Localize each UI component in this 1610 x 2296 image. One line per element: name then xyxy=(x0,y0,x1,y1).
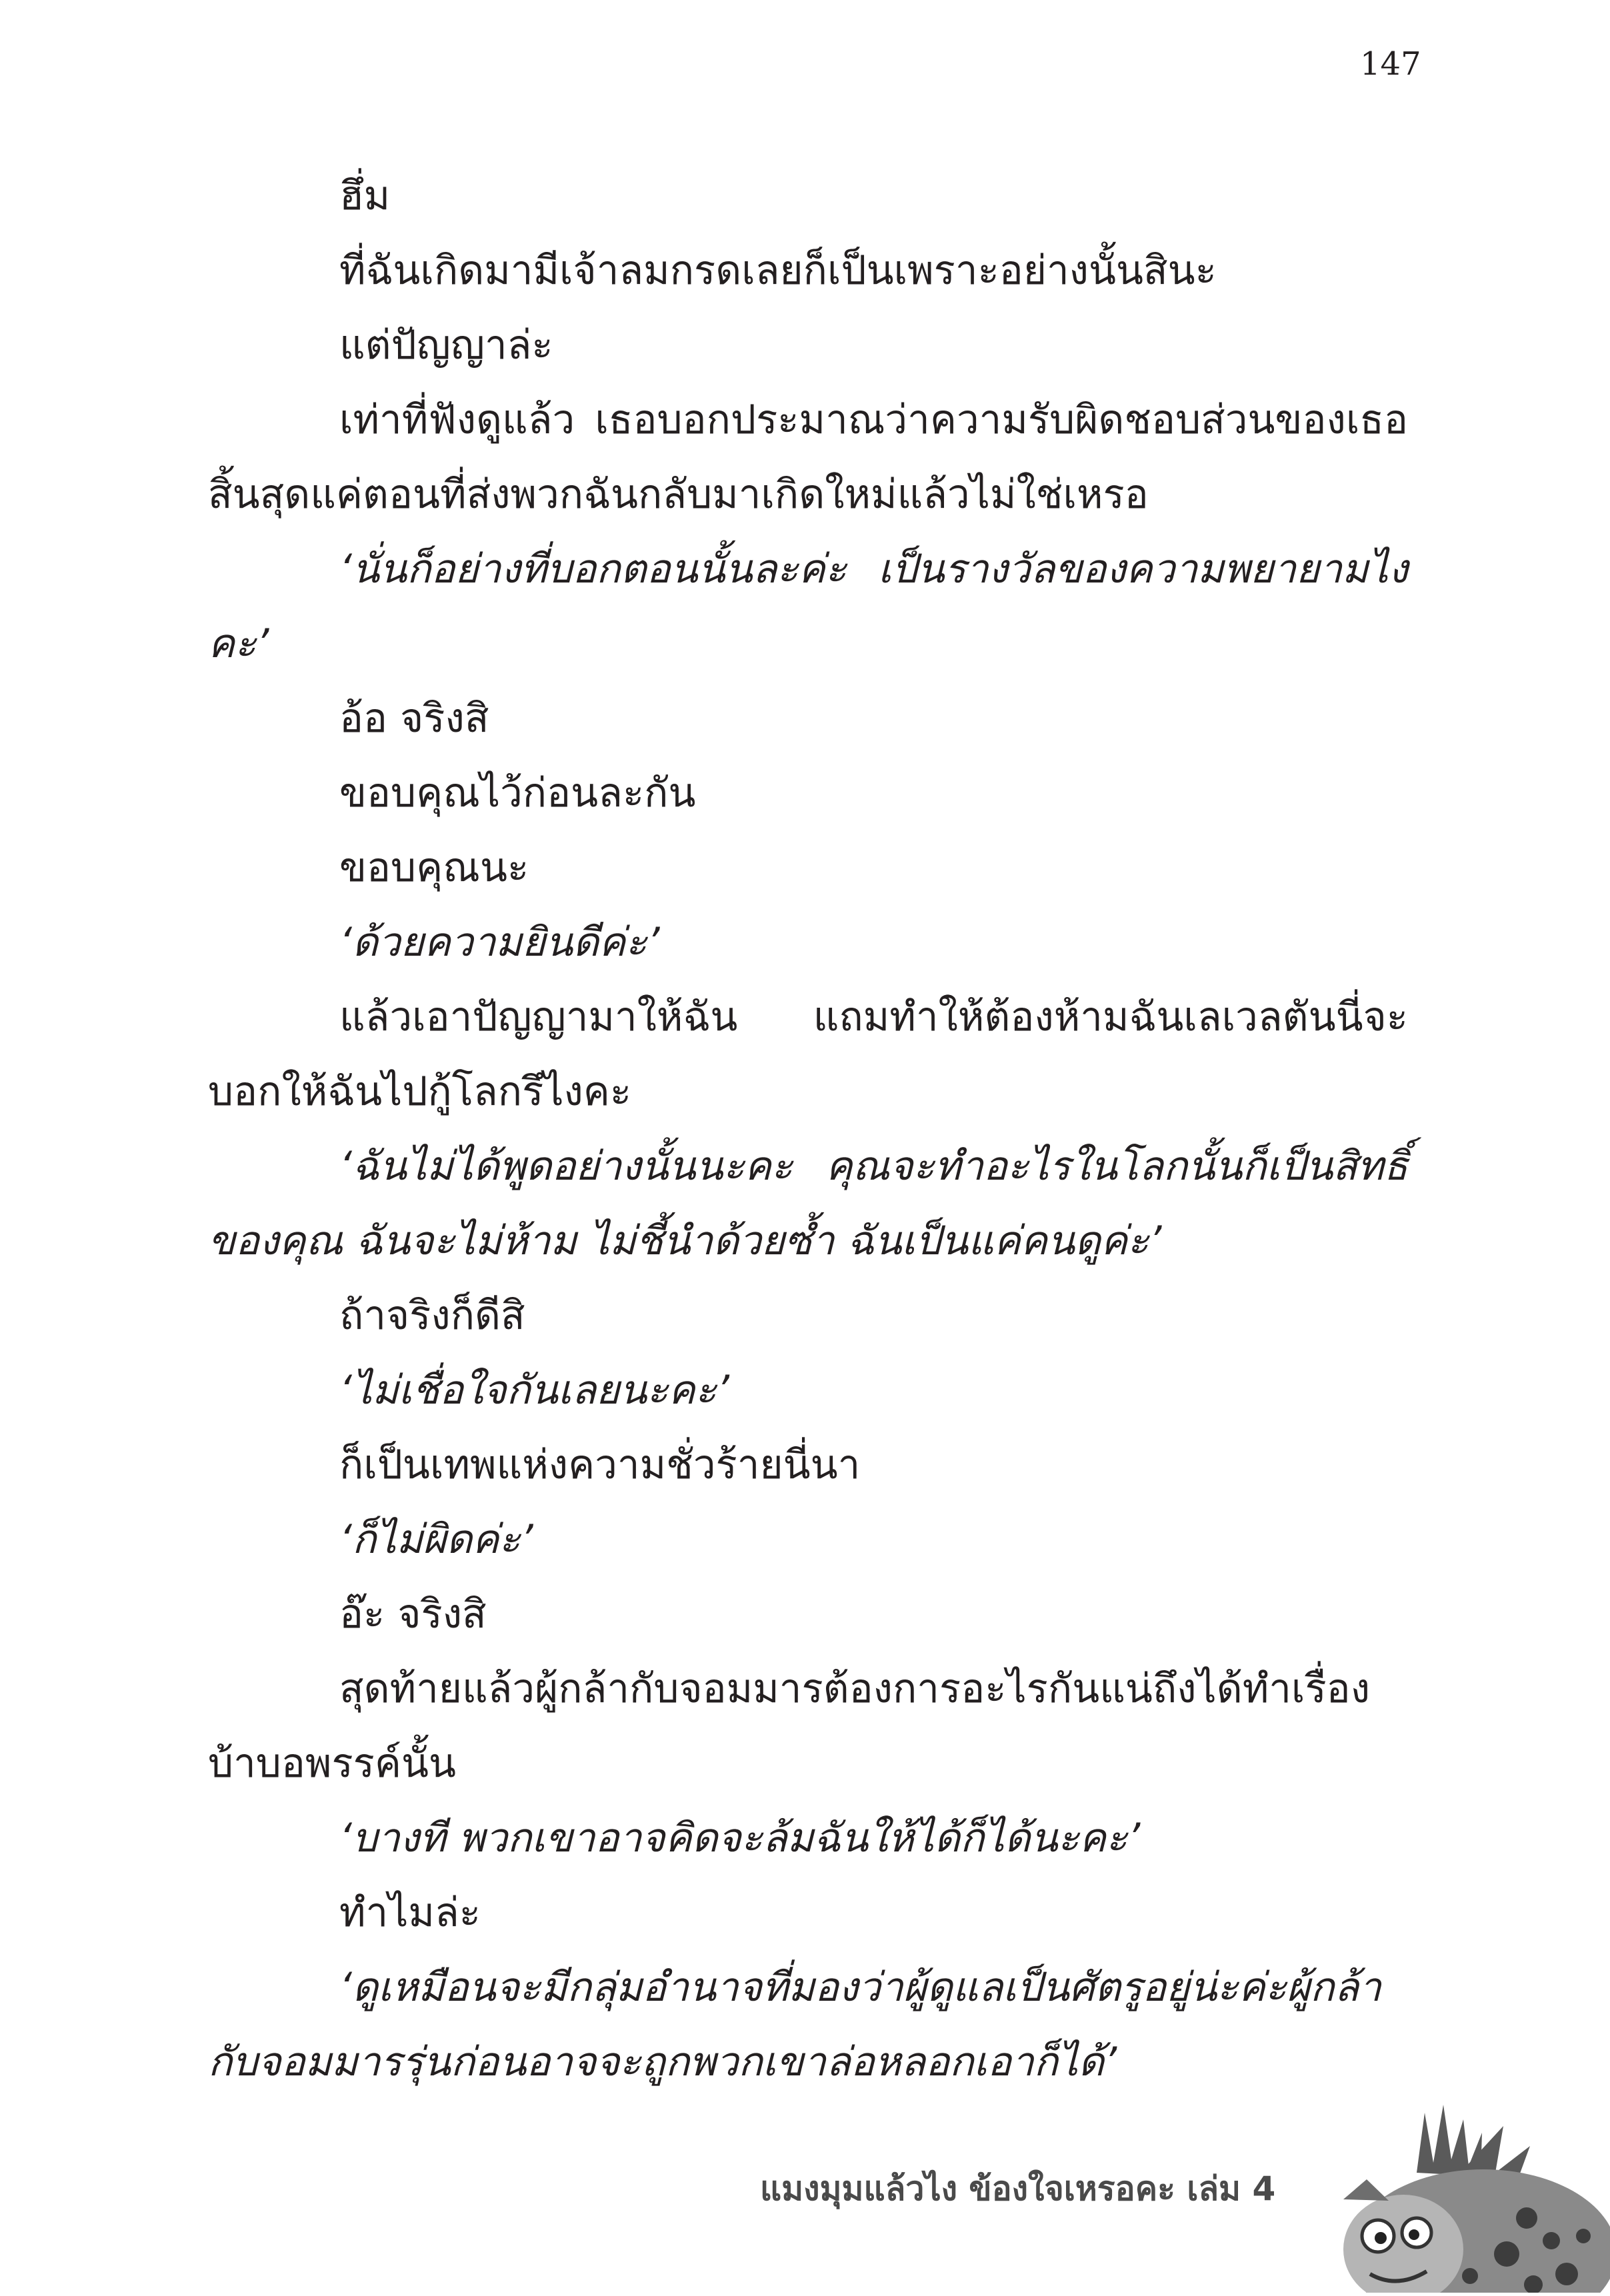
dialogue-paragraph: ‘บางที พวกเขาอาจคิดจะล้มฉันให้ได้ก็ได้นะคะ’ xyxy=(339,1815,1141,1861)
dialogue-paragraph: ‘ดูเหมือนจะมีกลุ่มอำนาจที่มองว่าผู้ดูแลเป็นศัตรูอยู่น่ะค่ะผู้กล้ากับจอมมารรุ่นก่อนอาจจะถูกพวกเขาล่อหลอกเอาก็ได้’ xyxy=(208,1964,1381,2085)
dialogue-paragraph: ‘นั่นก็อย่างที่บอกตอนนั้นละค่ะ เป็นรางวัลของความพยายามไงคะ’ xyxy=(208,546,1408,667)
paragraph: ที่ฉันเกิดมามีเจ้าลมกรดเลยก็เป็นเพราะอย่างนั้นสินะ xyxy=(339,247,1217,294)
dialogue-paragraph: ‘ด้วยความยินดีค่ะ’ xyxy=(339,919,660,966)
spider-mascot-icon xyxy=(1303,2099,1610,2293)
paragraph: ทำไมล่ะ xyxy=(339,1889,481,1936)
paragraph: อ๊ะ จริงสิ xyxy=(339,1591,487,1638)
main-text xyxy=(208,159,1408,2099)
dialogue-paragraph: ‘ก็ไม่ผิดค่ะ’ xyxy=(339,1516,533,1563)
dialogue-paragraph: ‘ฉันไม่ได้พูดอย่างนั้นนะคะ คุณจะทำอะไรในโลกนั้นก็เป็นสิทธิ์ของคุณ ฉันจะไม่ห้าม ไม่ชี้นำด้วยซ้ำ ฉันเป็นแค่คนดูค่ะ’ xyxy=(208,1143,1408,1264)
paragraph: ก็เป็นเทพแห่งความชั่วร้ายนี่นา xyxy=(339,1442,861,1488)
paragraph: ขอบคุณไว้ก่อนละกัน xyxy=(339,770,696,816)
paragraph: แต่ปัญญาล่ะ xyxy=(339,322,553,369)
book-title-footer: แมงมุมแล้วไง ข้องใจเหรอคะ เล่ม 4 xyxy=(760,2169,1276,2208)
paragraph: อ้อ จริงสิ xyxy=(339,695,489,742)
paragraph: ถ้าจริงก็ดีสิ xyxy=(339,1292,525,1339)
paragraph: สุดท้ายแล้วผู้กล้ากับจอมมารต้องการอะไรกันแน่ถึงได้ทำเรื่องบ้าบอพรรค์นั้น xyxy=(208,1666,1370,1787)
page-number: 147 xyxy=(1360,45,1421,83)
paragraph: แล้วเอาปัญญามาให้ฉัน แถมทำให้ต้องห้ามฉันเลเวลตันนี่จะบอกให้ฉันไปกู้โลกรึไงคะ xyxy=(208,994,1408,1115)
paragraph: ขอบคุณนะ xyxy=(339,844,529,891)
paragraph: ฮึ่ม xyxy=(339,173,391,219)
dialogue-paragraph: ‘ไม่เชื่อใจกันเลยนะคะ’ xyxy=(339,1367,729,1414)
paragraph: เท่าที่ฟังดูแล้ว เธอบอกประมาณว่าความรับผิดชอบส่วนของเธอสิ้นสุดแค่ตอนที่ส่งพวกฉันกลับมาเกิดใหม่แล้วไม่ใช่เหรอ xyxy=(208,397,1408,518)
